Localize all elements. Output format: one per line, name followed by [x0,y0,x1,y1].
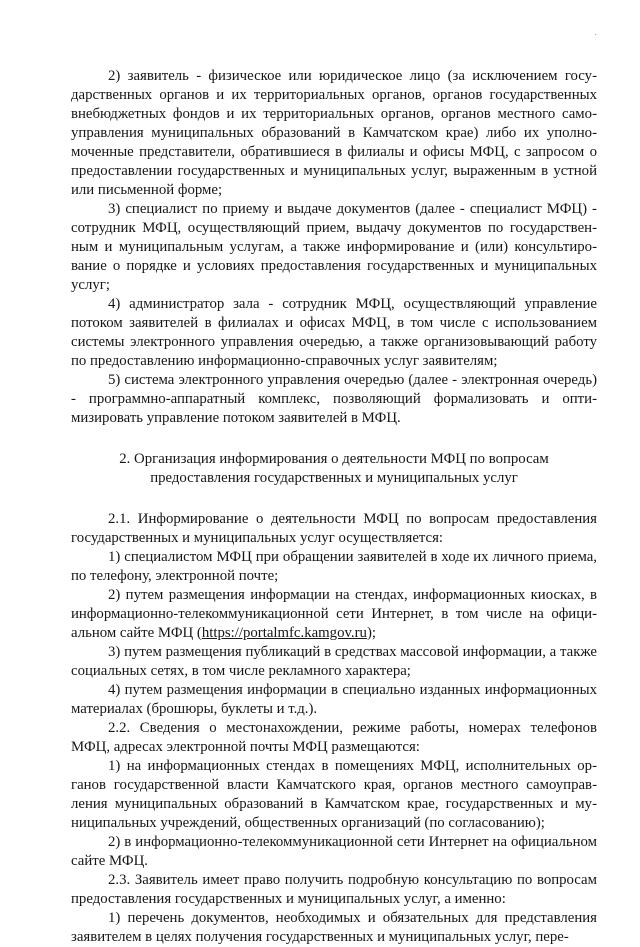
paragraph-item-3: 3) специалист по приему и выдаче документов (далее - специалист МФЦ) - сотрудник МФЦ, осуществляющий прием, выдачу документов по государственным и муниципальным услугам, а также информирование и (или) консультирование о порядке и условиях предоставления государственных и муниципальных услуг; [71,201,597,293]
portal-link[interactable]: https://portalmfc.kamgov.ru [201,625,367,641]
paragraph-2-1-item-3: 3) путем размещения публикаций в средствах массовой информации, а также социальных сетях, в том числе рекламного характера; [71,644,597,679]
paragraph-2-2: 2.2. Сведения о местонахождении, режиме работы, номерах телефонов МФЦ, адресах электронной почты МФЦ размещаются: [71,720,597,755]
document-body [71,67,597,947]
paragraph-2-3-item-1: 1) перечень документов, необходимых и обязательных для представления заявителем в целях получения государственных и муниципальных услуг, пере- [71,910,597,945]
paragraph-2-1-item-2-end: ); [366,625,376,641]
paragraph-item-5: 5) система электронного управления очередью (далее - электронная очередь) - программно-аппаратный комплекс, позволяющий формализовать и оптимизировать управление потоком заявителей в МФЦ. [71,372,597,426]
paragraph-2-2-item-1: 1) на информационных стендах в помещениях МФЦ, исполнительных органов государственной власти Камчатского края, органов местного самоуправления муниципальных образований в Камчатском крае, государственных и муниципальных учреждений, общественных организаций (по согласованию); [71,758,597,831]
paragraph-2-1-item-2-text: 2) путем размещения информации на стендах, информационных киосках, в информационно-телекоммуникационной сети Интернет, в том числе на официальном сайте МФЦ ( [71,587,597,641]
paragraph-2-1: 2.1. Информирование о деятельности МФЦ по вопросам предоставления государственных и муниципальных услуг осуществляется: [71,511,597,546]
section-heading-line-1: 2. Организация информирования о деятельности МФЦ по вопросам [119,451,549,467]
paragraph-item-4: 4) администратор зала - сотрудник МФЦ, осуществляющий управление потоком заявителей в филиалах и офисах МФЦ, в том числе с использованием системы электронного управления очередью, а также организовывающий работу по предоставлению информационно-справочных услуг заявителям; [71,296,597,369]
paragraph-item-2: 2) заявитель - физическое или юридическое лицо (за исключением государственных органов и их территориальных органов, органов государственных внебюджетных фондов и их территориальных органов, органов местного самоуправления муниципальных образований в Камчатском крае) либо их уполномоченные представители, обратившиеся в филиалы и офисы МФЦ, с запросом о предоставлении государственных и муниципальных услуг, выраженным в устной или письменной форме; [71,68,597,198]
section-heading-line-2: предоставления государственных и муниципальных услуг [150,470,518,486]
paragraph-2-1-item-2 [71,586,597,643]
section-heading [71,450,597,488]
paragraph-2-1-item-1: 1) специалистом МФЦ при обращении заявителей в ходе их личного приема, по телефону, электронной почте; [71,549,597,584]
paragraph-2-3: 2.3. Заявитель имеет право получить подробную консультацию по вопросам предоставления государственных и муниципальных услуг, а именно: [71,872,597,907]
paragraph-2-2-item-2: 2) в информационно-телекоммуникационной сети Интернет на официальном сайте МФЦ. [71,834,597,869]
paragraph-2-1-item-4: 4) путем размещения информации в специально изданных информационных материалах (брошюры, буклеты и т.д.). [71,682,597,717]
page-mark: · [594,30,598,41]
